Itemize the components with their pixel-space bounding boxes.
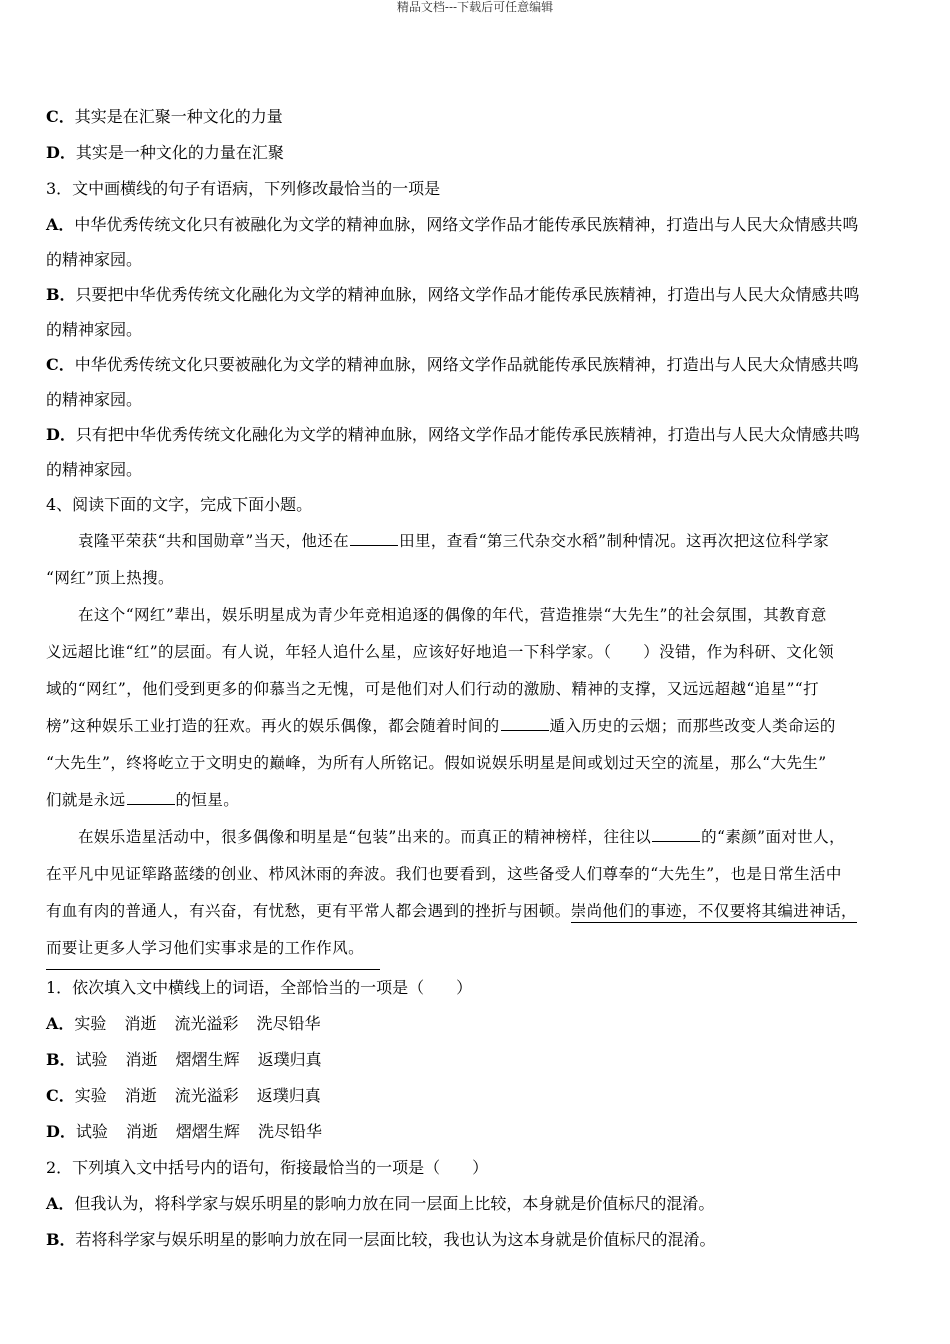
passage-line: 在平凡中见证筚路蓝缕的创业、栉风沐雨的奔波。我们也要看到，这些备受人们尊奉的“大先生”，也是日常生活中 [46, 865, 842, 883]
underlined-sentence: 崇尚他们的事迹，不仅要将其编进神话， [571, 902, 857, 923]
passage-text: 的恒星。 [175, 791, 240, 809]
option-word: 消逝 [125, 1050, 158, 1069]
q3-option-a [46, 207, 906, 277]
passage-line [46, 708, 906, 745]
option-word: 消逝 [124, 1086, 157, 1105]
option-text: 中华优秀传统文化只有被融化为文学的精神血脉，网络文学作品才能传承民族精神，打造出与人民大众情感共鸣 [74, 215, 859, 234]
option-word: 流光溢彩 [174, 1086, 239, 1105]
option-text: 若将科学家与娱乐明星的影响力放在同一层面比较，我也认为这本身就是价值标尺的混淆。 [75, 1230, 716, 1249]
q3-stem: 3．文中画横线的句子有语病，下列修改最恰当的一项是 [46, 179, 441, 198]
option-label: A． [46, 215, 75, 234]
option-word: 熠熠生辉 [175, 1122, 240, 1141]
passage-text: 榜”这种娱乐工业打造的狂欢。再火的娱乐偶像，都会随着时间的 [46, 717, 500, 735]
option-word: 返璞归真 [256, 1086, 321, 1105]
q3-option-c [46, 347, 906, 417]
passage-line: 域的“网红”，他们受到更多的仰慕当之无愧，可是他们对人们行动的激励、精神的支撑，又远远超越“追星”“打 [46, 680, 820, 698]
option-label: D． [46, 143, 76, 162]
sub2-stem: 2．下列填入文中括号内的语句，衔接最恰当的一项是（ ） [46, 1158, 489, 1177]
option-word: 试验 [75, 1122, 108, 1141]
passage-line: 义远超比谁“红”的层面。有人说，年轻人追什么星，应该好好地追一下科学家。（ ）没错，作为科研、文化领 [46, 643, 835, 661]
option-word: 实验 [74, 1086, 107, 1105]
option-word: 洗尽铅华 [257, 1122, 322, 1141]
q3-option-d [46, 417, 906, 487]
option-label: A． [46, 1194, 75, 1213]
passage-text: 有血有肉的普通人，有兴奋，有忧愁，更有平常人都会遇到的挫折与困顿。 [46, 902, 571, 920]
option-label: B． [46, 1050, 76, 1069]
option-text: 中华优秀传统文化只要被融化为文学的精神血脉，网络文学作品就能传承民族精神，打造出与人民大众情感共鸣 [74, 355, 859, 374]
passage-text: 袁隆平荣获“共和国勋章”当天，他还在 [78, 532, 350, 550]
sub1-option-a [46, 1006, 906, 1042]
option-label: B． [46, 285, 76, 304]
option-word: 熠熠生辉 [175, 1050, 240, 1069]
document-body [46, 99, 906, 1258]
option-text: 只有把中华优秀传统文化融化为文学的精神血脉，网络文学作品才能传承民族精神，打造出与人民大众情感共鸣 [75, 425, 860, 444]
passage-text: 的“素颜”面对世人， [701, 828, 846, 846]
option-word: 流光溢彩 [174, 1014, 239, 1033]
sub2-option-b [46, 1222, 906, 1258]
option-c-prev [46, 99, 906, 135]
option-word: 实验 [74, 1014, 107, 1033]
reading-passage [46, 523, 906, 970]
option-text-cont: 的精神家园。 [46, 460, 143, 479]
sub1-option-d [46, 1114, 906, 1150]
option-text-cont: 的精神家园。 [46, 390, 143, 409]
passage-line: 在这个“网红”辈出，娱乐明星成为青少年竞相追逐的偶像的年代，营造推崇“大先生”的社会氛围，其教育意 [78, 606, 827, 624]
sub2-option-a [46, 1186, 906, 1222]
option-word: 试验 [75, 1050, 108, 1069]
q4-stem: 4、阅读下面的文字，完成下面小题。 [46, 495, 313, 514]
option-text: 其实是在汇聚一种文化的力量 [74, 107, 283, 126]
option-text: 只要把中华优秀传统文化融化为文学的精神血脉，网络文学作品才能传承民族精神，打造出与人民大众情感共鸣 [75, 285, 860, 304]
fill-blank [350, 529, 398, 546]
option-label: D． [46, 425, 76, 444]
passage-line [46, 893, 906, 930]
passage-text: 在娱乐造星活动中，很多偶像和明星是“包装”出来的。而真正的精神榜样，往往以 [78, 828, 652, 846]
option-d-prev [46, 135, 906, 171]
passage-text: 田里，查看“第三代杂交水稻”制种情况。这再次把这位科学家 [399, 532, 830, 550]
underlined-sentence: 而要让更多人学习他们实事求是的工作作风。 [46, 930, 380, 970]
option-text: 其实是一种文化的力量在汇聚 [75, 143, 284, 162]
option-word: 洗尽铅华 [256, 1014, 321, 1033]
option-label: C． [46, 355, 75, 374]
option-word: 消逝 [125, 1122, 158, 1141]
passage-line: “大先生”，终将屹立于文明史的巅峰，为所有人所铭记。假如说娱乐明星是间或划过天空的流星，那么“大先生” [46, 754, 827, 772]
passage-line [46, 782, 906, 819]
passage-line [46, 523, 906, 560]
sub1-option-b [46, 1042, 906, 1078]
option-label: D． [46, 1122, 76, 1141]
passage-line: “网红”顶上热搜。 [46, 569, 174, 587]
passage-text: 们就是永远 [46, 791, 126, 809]
sub1-option-c [46, 1078, 906, 1114]
passage-line [46, 819, 906, 856]
option-label: C． [46, 1086, 75, 1105]
page-header: 精品文档---下载后可任意编辑 [396, 0, 554, 14]
option-word: 消逝 [124, 1014, 157, 1033]
option-label: C． [46, 107, 75, 126]
fill-blank [127, 788, 175, 805]
option-label: B． [46, 1230, 76, 1249]
passage-text: 遁入历史的云烟；而那些改变人类命运的 [549, 717, 836, 735]
option-label: A． [46, 1014, 75, 1033]
fill-blank [501, 714, 549, 731]
option-text-cont: 的精神家园。 [46, 320, 143, 339]
q3-option-b [46, 277, 906, 347]
passage-line [46, 930, 906, 970]
sub1-stem: 1．依次填入文中横线上的词语，全部恰当的一项是（ ） [46, 978, 473, 997]
option-text: 但我认为，将科学家与娱乐明星的影响力放在同一层面上比较，本身就是价值标尺的混淆。 [74, 1194, 715, 1213]
option-word: 返璞归真 [257, 1050, 322, 1069]
fill-blank [652, 825, 700, 842]
option-text-cont: 的精神家园。 [46, 250, 143, 269]
